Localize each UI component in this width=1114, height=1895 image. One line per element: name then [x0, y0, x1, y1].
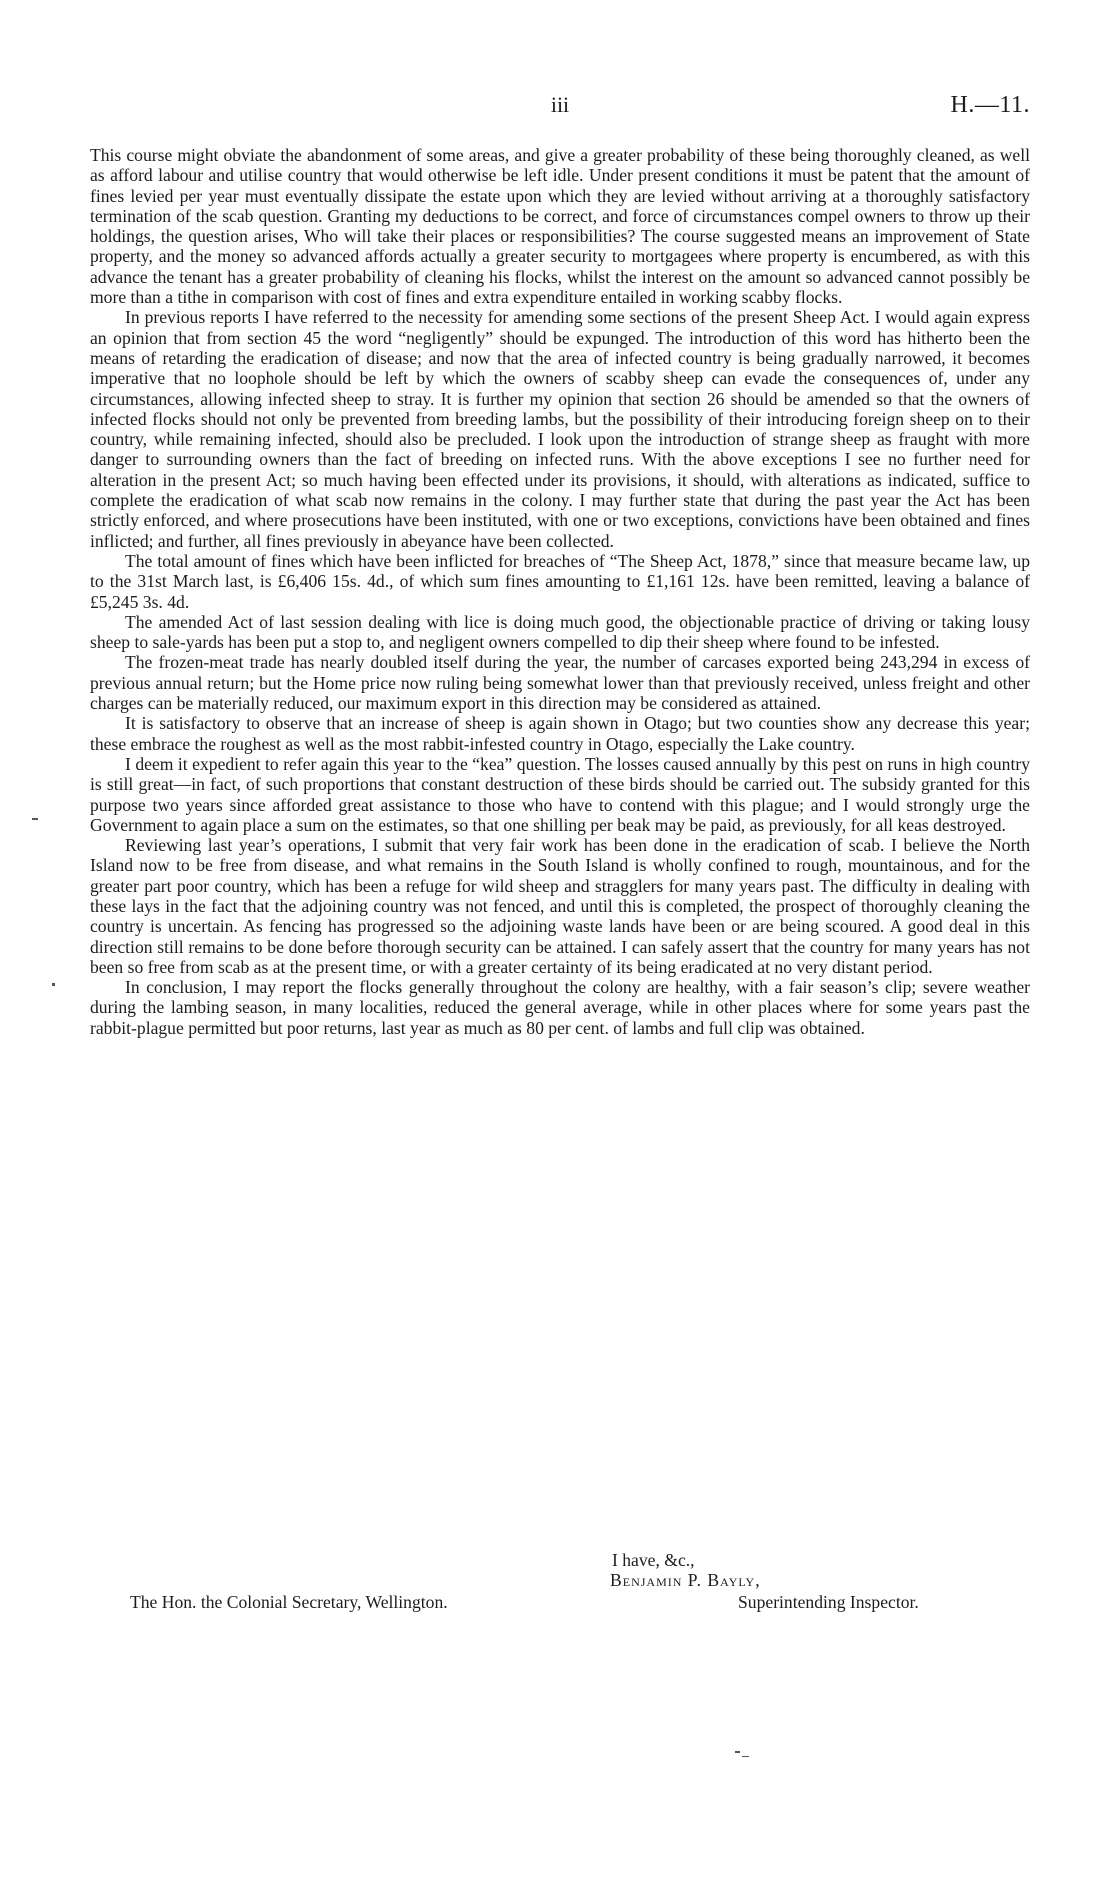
signatory-title: Superintending Inspector. [738, 1592, 919, 1612]
paragraph-frozen-meat-trade: The frozen-meat trade has nearly doubled itself during the year, the number of carcases exported being 243,294 in excess of previous annual return; but the Home price now ruling being somewhat lower than that previously received, unless freight and other charges can be materially reduced, our maximum export in this direction may be considered as attained. [90, 652, 1030, 714]
paragraph-year-review: Reviewing last year’s operations, I submit that very fair work has been done in the eradication of scab. I believe the North Island now to be free from disease, and what remains in the South Island is wholly confined to rough, mountainous, and for the greater part poor country, which has been a refuge for wild sheep and stragglers for many years past. The difficulty in dealing with these lays in the fact that the adjoining country was not fenced, and until this is completed, the prospect of thoroughly cleaning the country is uncertain. As fencing has progressed so the adjoining waste lands have been or are being scoured. A good deal in this direction still remains to be done before thorough security can be attained. I can safely assert that the country for many years has not been so free from scab as at the present time, or with a greater certainty of its being eradicated at no very distant period. [90, 835, 1030, 977]
document-reference: H.—11. [950, 92, 1030, 118]
signatory-name: Benjamin P. Bayly, [610, 1570, 761, 1590]
letter-closing [90, 1550, 1030, 1620]
paragraph-scab-areas: This course might obviate the abandonment of some areas, and give a greater probability of these being thoroughly cleaned, as well as afford labour and utilise country that would otherwise be left idle. Under present conditions it must be patent that the amount of fines levied per year must eventually dissipate the estate upon which they are levied without arriving at a thoroughly satisfactory termination of the scab question. Granting my deductions to be correct, and force of circumstances compel owners to throw up their holdings, the question arises, Who will take their places or responsibilities? The course suggested means an improvement of State property, and the money so advanced affords actually a greater security to mortgagees where property is encumbered, as with this advance the tenant has a greater probability of cleaning his flocks, whilst the interest on the amount so advanced cannot possibly be more than a tithe in comparison with cost of fines and extra expenditure entailed in working scabby flocks. [90, 145, 1030, 308]
closing-salutation: I have, &c., [612, 1550, 695, 1570]
paragraph-otago-sheep: It is satisfactory to observe that an increase of sheep is again shown in Otago; but two counties show any decrease this year; these embrace the roughest as well as the most rabbit-infested country in Otago, especially the Lake country. [90, 713, 1030, 754]
scan-speck [742, 1756, 749, 1757]
scan-speck [52, 983, 55, 986]
paragraph-lice-act: The amended Act of last session dealing with lice is doing much good, the objectionable practice of driving or taking lousy sheep to sale-yards has been put a stop to, and negligent owners compelled to dip their sheep where found to be infested. [90, 611, 1030, 653]
paragraph-sheep-act-amendments: In previous reports I have referred to the necessity for amending some sections of the present Sheep Act. I would again express an opinion that from section 45 the word “negligently” should be expunged. The introduction of this word has hitherto been the means of retarding the eradication of disease; and now that the area of infected country is being gradually narrowed, it becomes imperative that no loophole should be left by which the owners of scabby sheep can evade the consequences of, under any circumstances, allowing infected sheep to stray. It is further my opinion that section 26 should be amended so that the owners of infected flocks should not only be prevented from breeding lambs, but the possibility of their introducing foreign sheep on to their country, while remaining infected, should also be precluded. I look upon the introduction of strange sheep as fraught with more danger to surrounding owners than the fact of breeding on infected runs. With the above exceptions I see no further need for alteration in the present Act; so much having been effected under its provisions, it should, with alterations as indicated, suffice to complete the eradication of what scab now remains in the colony. I may further state that during the past year the Act has been strictly enforced, and where prosecutions have been instituted, with one or two exceptions, convictions have been obtained and fines inflicted; and further, all fines previously in abeyance have been collected. [90, 307, 1030, 551]
page-number: iii [550, 92, 570, 117]
addressee: The Hon. the Colonial Secretary, Wellington. [130, 1592, 448, 1612]
paragraph-conclusion: In conclusion, I may report the flocks generally throughout the colony are healthy, with a fair season’s clip; severe weather during the lambing season, in many localities, reduced the general average, while in other places where for some years past the rabbit-plague permitted but poor returns, last year as much as 80 per cent. of lambs and full clip was obtained. [90, 977, 1030, 1038]
scan-speck [735, 1751, 740, 1753]
paragraph-fines-total: The total amount of fines which have been inflicted for breaches of “The Sheep Act, 1878,” since that measure became law, up to the 31st March last, is £6,406 15s. 4d., of which sum fines amounting to £1,161 12s. have been remitted, leaving a balance of £5,245 3s. 4d. [90, 550, 1030, 612]
scan-speck [32, 818, 38, 820]
paragraph-kea-question: I deem it expedient to refer again this year to the “kea” question. The losses caused annually by this pest on runs in high country is still great—in fact, of such proportions that constant destruction of these birds should be carried out. The subsidy granted for this purpose two years since afforded great assistance to those who have to contend with this plague; and I would strongly urge the Government to again place a sum on the estimates, so that one shilling per beak may be paid, as previously, for all keas destroyed. [90, 753, 1030, 835]
page-header [90, 92, 1030, 122]
report-body [90, 145, 1030, 1038]
